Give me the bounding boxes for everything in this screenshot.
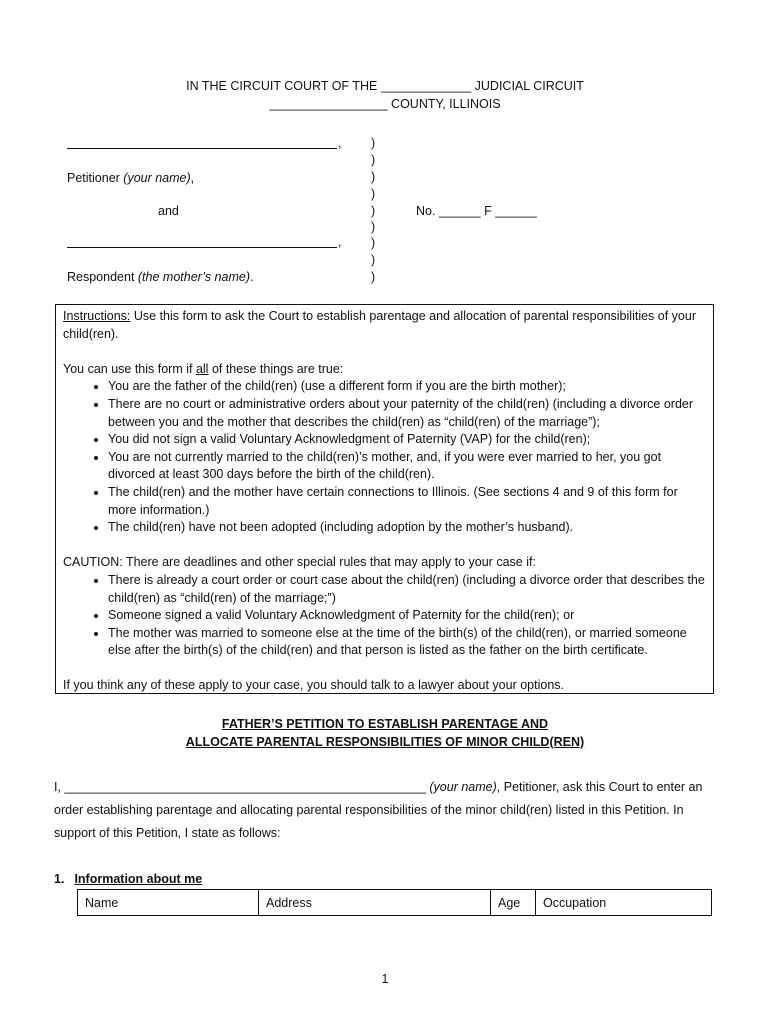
col-age[interactable]: Age [491,890,536,916]
caution-intro: CAUTION: There are deadlines and other special rules that may apply to your case if: [63,555,536,570]
petition-title-line1: FATHER’S PETITION TO ESTABLISH PARENTAGE AND [221,717,549,731]
caption-paren: ) [371,236,376,250]
court-header-line2: _________________ COUNTY, ILLINOIS [269,97,501,111]
condition-item: • You are the father of the child(ren) (use a different form if you are the birth mother); [108,378,706,396]
caption-paren: ) [371,253,376,267]
case-number-field[interactable]: No. ______ F ______ [416,204,537,218]
condition-item: • There are no court or administrative orders about your paternity of the child(ren) (including a divorce order between you and the mother that describes the child(ren) as “child(ren) of the marriage”); [108,396,706,431]
petitioner-name-blank[interactable]: I, ____________________________________________________ [54,780,430,794]
caption-paren: ) [371,270,376,284]
col-name[interactable]: Name [78,890,259,916]
caution-item: • The mother was married to someone else at the time of the birth(s) of the child(ren), or married someone else after the birth(s) of the child(ren) and that person is listed as the father on the birth certificate. [108,625,706,660]
caption-paren: ) [371,187,376,201]
condition-item: • You did not sign a valid Voluntary Acknowledgment of Paternity (VAP) for the child(ren); [108,431,706,449]
court-header-line1: IN THE CIRCUIT COURT OF THE _____________ JUDICIAL CIRCUIT [186,79,584,93]
condition-item: • The child(ren) and the mother have certain connections to Illinois. (See sections 4 and 9 of this form for more information.) [108,484,706,519]
petitioner-line-comma: , [338,136,342,150]
instructions-box [55,304,714,694]
petitioner-label: Petitioner (your name), [67,171,195,185]
petition-title-line2: ALLOCATE PARENTAL RESPONSIBILITIES OF MINOR CHILD(REN) [185,734,585,749]
condition-item: • The child(ren) have not been adopted (including adoption by the mother’s husband). [108,519,706,537]
respondent-label: Respondent (the mother’s name). [67,270,254,284]
caption-paren: ) [371,170,376,184]
page-number: 1 [381,972,389,986]
caption-paren: ) [371,136,376,150]
caption-paren: ) [371,220,376,234]
and-label: and [158,204,179,218]
condition-item: • You are not currently married to the child(ren)’s mother, and, if you were ever married to her, you got divorced at least 300 days before the birth of the child(ren). [108,449,706,484]
petition-title [0,716,770,751]
conditions-list [63,378,706,536]
petitioner-name-line[interactable] [67,148,337,149]
caution-item: • Someone signed a valid Voluntary Acknowledgment of Paternity for the child(ren); or [108,607,706,625]
section-1-heading: 1. Information about me [54,872,203,886]
caution-item: • There is already a court order or court case about the child(ren) (including a divorce order that describes the child(ren) as “child(ren) of the marriage;”) [108,572,706,607]
caption-paren: ) [371,204,376,218]
respondent-name-line[interactable] [67,247,337,248]
col-occupation[interactable]: Occupation [536,890,712,916]
can-use-intro: You can use this form if all of these things are true: [63,361,344,376]
petition-intro: I, ____________________________________________________ (your name), Petitioner, ask this Court to enter an order establishing parentage and allocating parental responsibilities of the minor child(ren) listed in this Petition. In support of this Petition, I state as follows: [54,780,703,840]
respondent-line-comma: , [338,235,342,249]
cautions-list [63,572,706,660]
instructions-closing: If you think any of these apply to your case, you should talk to a lawyer about your options. [63,678,564,693]
instructions-intro: Instructions: Use this form to ask the Court to establish parentage and allocation of parental responsibilities of your child(ren). [63,309,696,341]
info-table [77,889,712,916]
table-row [78,890,712,916]
col-address[interactable]: Address [259,890,491,916]
caption-paren: ) [371,153,376,167]
